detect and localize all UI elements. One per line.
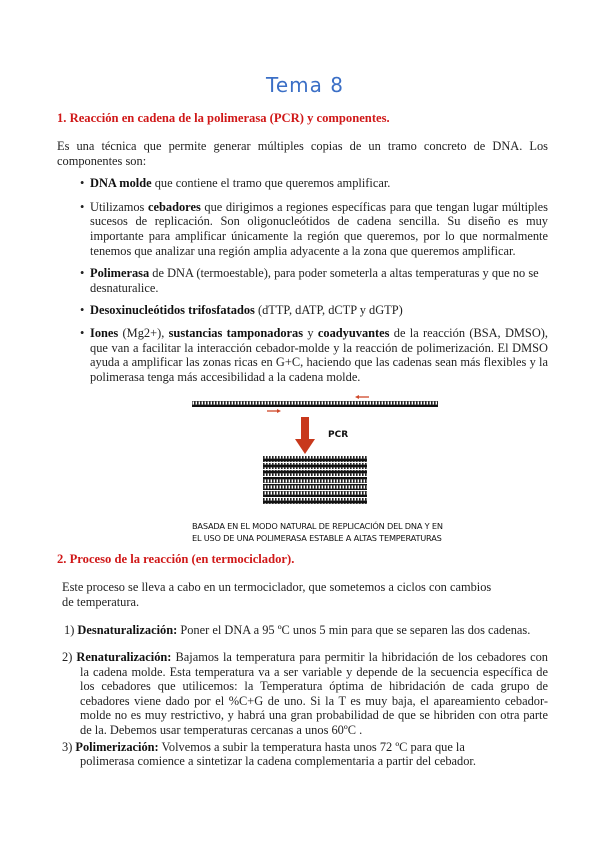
pcr-arrow-icon <box>295 417 315 454</box>
pcr-figure <box>185 394 455 512</box>
section-1-intro: Es una técnica que permite generar múltiples copias de un tramo concreto de DNA. Los componentes son: <box>57 139 548 168</box>
amplified-dna-strands <box>263 456 367 504</box>
bullet-polimerasa: • Polimerasa de DNA (termoestable), para poder someterla a altas temperaturas y que no se desnaturalice. <box>80 266 539 295</box>
section-2-intro: Este proceso se lleva a cabo en un termociclador, que sometemos a ciclos con cambios de temperatura. <box>62 580 492 609</box>
template-dna-strand <box>192 401 438 407</box>
bullet-cebadores: • Utilizamos cebadores que dirigimos a regiones específicas para que tengan lugar múltiples sucesos de replicación. Son oligonucleótidos de cadena sencilla. Su diseño es muy importante para amplificar únicamente la región que queremos, por lo que normalmente tenemos que analizar una región amplia adyacente a la zona que queremos amplificar. <box>80 199 548 258</box>
page-title: Tema 8 <box>266 73 344 97</box>
step-renaturalizacion: 2) Renaturalización: Bajamos la temperatura para permitir la hibridación de los cebadores con la cadena molde. Esta temperatura va a ser variable y depende de la secuencia específica de los cebadores que utilicemos: la Temperatura óptima de hibridación de cada grupo de cebadores viene dado por el %C+G de uno. Si la T es muy baja, el apareamiento cebador-molde no es muy restrictivo, y habrá una gran probabilidad de que se hibriden con otra parte de la. Debemos usar temperaturas cercanas a unos 60ºC . <box>62 650 549 738</box>
step-desnaturalizacion: 1) Desnaturalización: Poner el DNA a 95 ºC unos 5 min para que se separen las dos cadenas. <box>64 622 531 637</box>
bullet-desoxinucleotidos: • Desoxinucleótidos trifosfatados (dTTP, dATP, dCTP y dGTP) <box>80 303 403 318</box>
section-1-heading: 1. Reacción en cadena de la polimerasa (PCR) y componentes. <box>57 111 390 125</box>
bullet-dna-molde: • DNA molde que contiene el tramo que queremos amplificar. <box>80 176 391 191</box>
bullet-iones: • Iones (Mg2+), sustancias tamponadoras y coadyuvantes de la reacción (BSA, DMSO), que van a facilitar la interacción cebador-molde y la reacción de polimerización. El DMSO ayuda a amplificar las zonas ricas en G+C, haciendo que las cadenas sean más flexibles y la polimerasa tenga más accesibilidad a la cadena molde. <box>80 325 548 384</box>
figure-caption: BASADA EN EL MODO NATURAL DE REPLICACIÓN DEL DNA Y EN EL USO DE UNA POLIMERASA ESTABLE A ALTAS TEMPERATURAS <box>192 521 443 544</box>
section-2-heading: 2. Proceso de la reacción (en termociclador). <box>57 552 295 567</box>
primer-forward-icon <box>267 409 281 413</box>
step-polimerizacion: 3) Polimerización: Volvemos a subir la temperatura hasta unos 72 ºC para que la polimerasa comience a sintetizar la cadena complementaria a partir del cebador. <box>62 739 476 769</box>
pcr-label: PCR <box>328 430 349 441</box>
primer-reverse-icon <box>355 395 369 399</box>
